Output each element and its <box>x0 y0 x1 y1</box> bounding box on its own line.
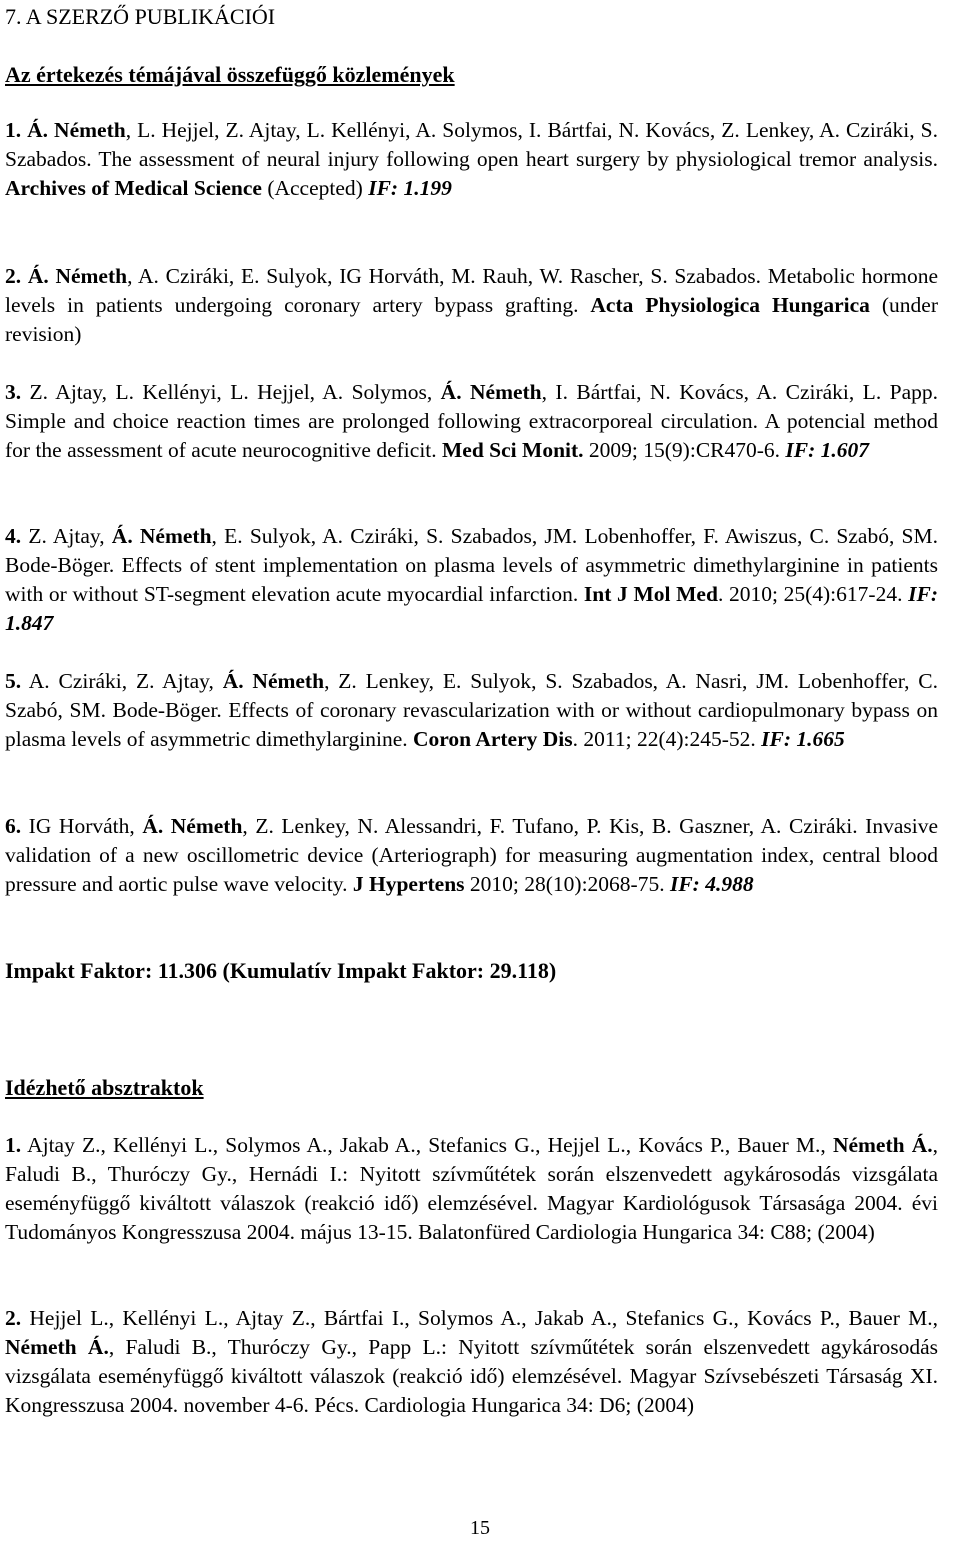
citation-segment: A. Cziráki, Z. Ajtay, <box>21 669 223 693</box>
citation-segment: 4. <box>5 524 22 548</box>
citation-segment: Med Sci Monit. <box>442 438 584 462</box>
publications-heading: Az értekezés témájával összefüggő közlemények <box>5 62 455 87</box>
citation-segment: 2009; 15(9):CR470-6. <box>583 438 786 462</box>
citation-segment: Acta Physiologica Hungarica <box>590 293 870 317</box>
citation-segment: Z. Ajtay, <box>21 524 112 548</box>
publication-item <box>5 812 938 899</box>
citation-segment: 2. Á. Németh <box>5 264 128 288</box>
citation-segment: , Z. Lenkey, E. Sulyok, S. Szabados, A. Nasri, JM. Lobenhoffer, C. Szabó, SM. Bode-Böger. Effects of coronary revascularization with or without cardiopulmonary bypass on plasma levels of asymmetric dimethylarginine. <box>5 669 938 751</box>
citation-segment: Ajtay Z., Kellényi L., Solymos A., Jakab A., Stefanics G., Hejjel L., Kovács P., Bauer M., <box>21 1133 833 1157</box>
citation-segment: IF: 1.607 <box>785 438 870 462</box>
citation-segment: Coron Artery Dis <box>413 727 573 751</box>
citation-segment: , A. Cziráki, E. Sulyok, IG Horváth, M. Rauh, W. Rascher, S. Szabados. Metabolic hormone levels in patients undergoing coronary artery bypass grafting. <box>5 264 939 317</box>
citation-segment: , Z. Lenkey, N. Alessandri, F. Tufano, P. Kis, B. Gaszner, A. Cziráki. Invasive validation of a new oscillometric device (Arteriograph) for measuring augmentation index, central blood pressure and aortic pulse wave velocity. <box>5 814 938 896</box>
publication-item <box>5 116 938 203</box>
citation-segment: 2. <box>5 1306 22 1330</box>
citation-segment: IF: 1.665 <box>761 727 845 751</box>
citation-segment: Németh Á. <box>832 1133 933 1157</box>
citation-segment: IF: 1.199 <box>368 176 452 200</box>
citation-segment: 3. <box>5 380 22 404</box>
citation-segment: 1. <box>5 1133 22 1157</box>
citation-segment: Németh Á. <box>5 1335 109 1359</box>
publication-item <box>5 667 938 754</box>
citation-segment: Archives of Medical Science <box>5 176 262 200</box>
citation-segment: Á. Németh <box>111 524 212 548</box>
citation-segment: 2010; 28(10):2068-75. <box>464 872 670 896</box>
citation-segment: (under revision) <box>5 293 938 346</box>
citation-segment: , Faludi B., Thuróczy Gy., Papp L.: Nyitott szívműtétek során elszenvedett agykárosodás vizsgálata eseményfüggő kiváltott válaszok (reakció idő) elemzésével. Magyar Szívsebészeti Társaság XI. Kongresszusa 2004. november 4-6. Pécs. Cardiologia Hungarica 34: D6; (2004) <box>5 1335 939 1417</box>
citation-segment: Á. Németh <box>440 380 542 404</box>
citation-segment: Hejjel L., Kellényi L., Ajtay Z., Bártfai I., Solymos A., Jakab A., Stefanics G., Kovács P., Bauer M., <box>21 1306 938 1330</box>
citation-segment: 5. <box>5 669 22 693</box>
citation-segment: , L. Hejjel, Z. Ajtay, L. Kellényi, A. Solymos, I. Bártfai, N. Kovács, Z. Lenkey, A. Cziráki, S. Szabados. The assessment of neural injury following open heart surgery by physiological tremor analysis. <box>5 118 938 171</box>
abstracts-heading: Idézhető absztraktok <box>5 1075 204 1100</box>
citation-segment: IG Horváth, <box>21 814 143 838</box>
citation-segment: , I. Bártfai, N. Kovács, A. Cziráki, L. Papp. Simple and choice reaction times are prolonged following extracorporeal circulation. A potencial method for the assessment of acute neurocognitive deficit. <box>5 380 938 462</box>
citation-segment: 1. Á. Németh <box>5 118 126 142</box>
publication-item <box>5 522 938 638</box>
abstract-item <box>5 1131 938 1247</box>
publication-item <box>5 378 938 465</box>
citation-segment: (Accepted) <box>261 176 369 200</box>
citation-segment: 6. <box>5 814 22 838</box>
page-number: 15 <box>470 1517 490 1539</box>
citation-segment: . 2011; 22(4):245-52. <box>572 727 762 751</box>
section-title: 7. A SZERZŐ PUBLIKÁCIÓI <box>5 4 276 29</box>
publication-item <box>5 262 938 349</box>
citation-segment: Z. Ajtay, L. Kellényi, L. Hejjel, A. Solymos, <box>21 380 441 404</box>
impact-factor-total: Impakt Faktor: 11.306 (Kumulatív Impakt Faktor: 29.118) <box>5 958 557 983</box>
citation-segment: Á. Németh <box>142 814 243 838</box>
citation-segment: , Faludi B., Thuróczy Gy., Hernádi I.: Nyitott szívműtétek során elszenvedett agykárosodás vizsgálata eseményfüggő kiváltott válaszok (reakció idő) elemzésével. Magyar Kardiológusok Társasága 2004. évi Tudományos Kongresszusa 2004. május 13-15. Balatonfüred Cardiologia Hungarica 34: C88; (2004) <box>5 1133 939 1244</box>
citation-segment: J Hypertens <box>352 872 465 896</box>
citation-segment: , E. Sulyok, A. Cziráki, S. Szabados, JM. Lobenhoffer, F. Awiszus, C. Szabó, SM. Bode-Böger. Effects of stent implementation on plasma levels of asymmetric dimethylarginine in patients with or without ST-segment elevation acute myocardial infarction. <box>5 524 938 606</box>
citation-segment: IF: 4.988 <box>669 872 754 896</box>
citation-segment: IF: 1.847 <box>5 582 938 635</box>
abstract-item <box>5 1304 938 1420</box>
citation-segment: . 2010; 25(4):617-24. <box>717 582 909 606</box>
citation-segment: Int J Mol Med <box>583 582 718 606</box>
citation-segment: Á. Németh <box>222 669 325 693</box>
